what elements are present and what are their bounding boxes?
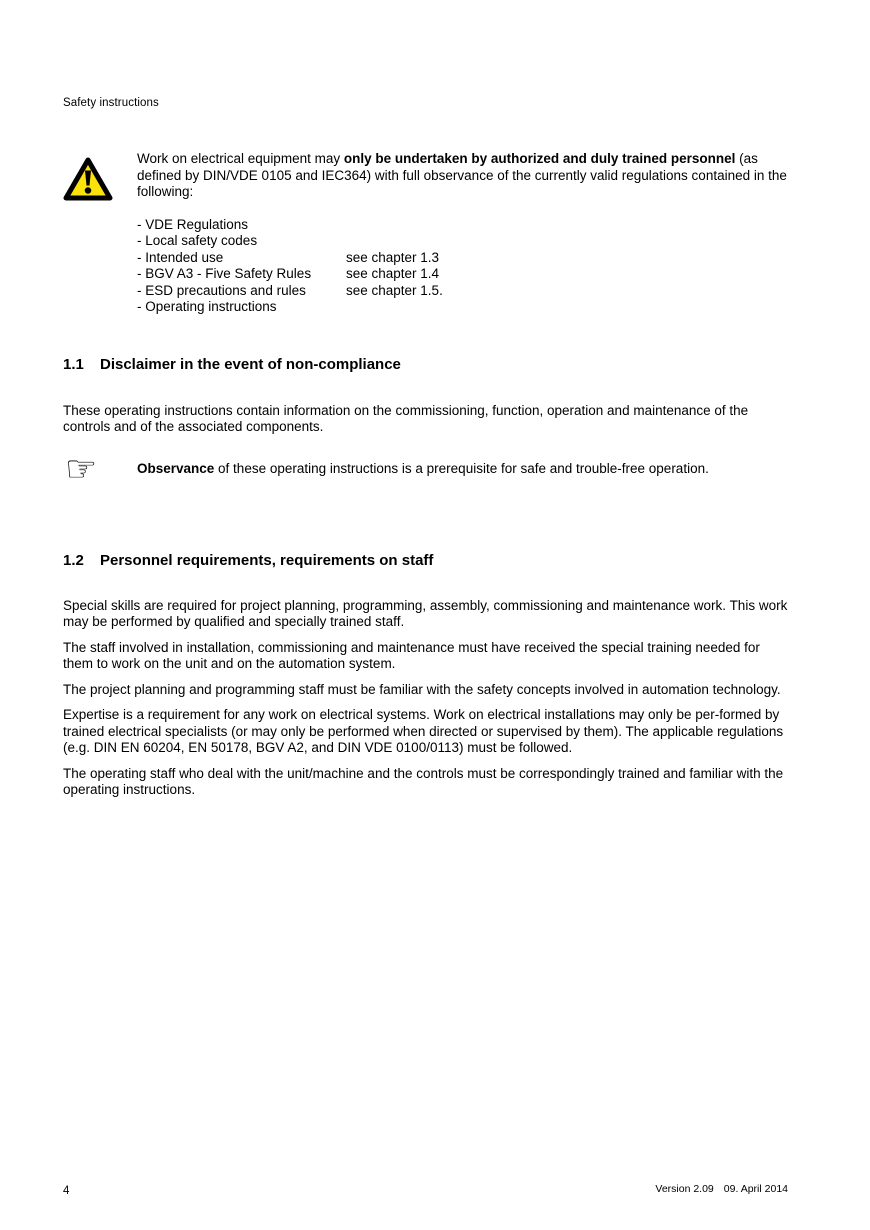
- warning-text-column: [137, 151, 789, 316]
- warning-paragraph: [137, 151, 789, 201]
- warning-text-pre: Work on electrical equipment may: [137, 151, 344, 166]
- warning-triangle-icon: [63, 151, 137, 316]
- regulation-list: [137, 217, 789, 316]
- pointing-hand-glyph: ☞: [65, 448, 98, 490]
- footer-version-info: [655, 1183, 788, 1195]
- list-item: [137, 250, 789, 267]
- list-item-label: - Local safety codes: [137, 233, 258, 248]
- list-item-label: - Operating instructions: [137, 299, 277, 314]
- list-item: [137, 233, 789, 250]
- note-block: [63, 448, 790, 490]
- paragraph: The staff involved in installation, commissioning and maintenance must have received the special training needed for them to work on the unit and on the automation system.: [63, 639, 760, 671]
- section-title: Personnel requirements, requirements on staff: [100, 551, 434, 569]
- version-label: Version 2.09: [655, 1183, 714, 1195]
- list-item-label: - Intended use: [137, 249, 224, 265]
- list-item-label: - BGV A3 - Five Safety Rules: [137, 266, 312, 281]
- warning-block: [63, 151, 790, 316]
- list-item-ref: see chapter 1.3: [346, 249, 440, 265]
- section-heading-1-1: [63, 356, 790, 373]
- list-item: [137, 266, 789, 283]
- paragraph: Expertise is a requirement for any work on electrical systems. Work on electrical installations may only be per-formed by trained electrical specialists (or may only be performed when directed or supervised by them). The applicable regulations (e.g. DIN EN 60204, EN 50178, BGV A2, and DIN VDE 0100/0113) must be followed.: [63, 707, 784, 755]
- list-item-ref: see chapter 1.4: [346, 266, 440, 281]
- list-item: [137, 217, 789, 234]
- section-title: Disclaimer in the event of non-compliance: [100, 355, 401, 373]
- paragraph: The project planning and programming staff must be familiar with the safety concepts involved in automation technology.: [63, 681, 781, 697]
- version-date: 09. April 2014: [723, 1183, 788, 1195]
- paragraph: Special skills are required for project planning, programming, assembly, commissioning and maintenance work. This work may be performed by qualified and specially trained staff.: [63, 597, 788, 629]
- note-text-rest: of these operating instructions is a prerequisite for safe and trouble-free operation.: [214, 460, 709, 476]
- list-item: [137, 283, 789, 300]
- list-item-ref: see chapter 1.5.: [346, 282, 443, 298]
- section-1-2-body: [63, 598, 790, 799]
- exclamation-dot: [85, 187, 92, 194]
- pointing-hand-icon: [63, 448, 137, 490]
- note-text-bold: Observance: [137, 460, 215, 476]
- paragraph: The operating staff who deal with the unit/machine and the controls must be correspondingly trained and familiar with the operating instructions.: [63, 765, 784, 797]
- list-item: [137, 299, 789, 316]
- list-item-label: - ESD precautions and rules: [137, 282, 306, 298]
- warning-text-post: (as defined by DIN/VDE 0105 and IEC364) with full observance of the currently valid regulations contained in the following:: [137, 151, 787, 199]
- list-item-label: - VDE Regulations: [137, 216, 249, 232]
- paragraph: These operating instructions contain information on the commissioning, function, operation and maintenance of the controls and of the associated components.: [63, 402, 749, 434]
- warning-text-bold: only be undertaken by authorized and duly trained personnel: [343, 151, 736, 166]
- section-heading-1-2: [63, 552, 790, 569]
- page-number: 4: [63, 1185, 70, 1197]
- running-header: Safety instructions: [63, 97, 159, 109]
- note-text: [137, 459, 709, 478]
- section-number: 1.2: [63, 551, 84, 569]
- section-number: 1.1: [63, 355, 84, 373]
